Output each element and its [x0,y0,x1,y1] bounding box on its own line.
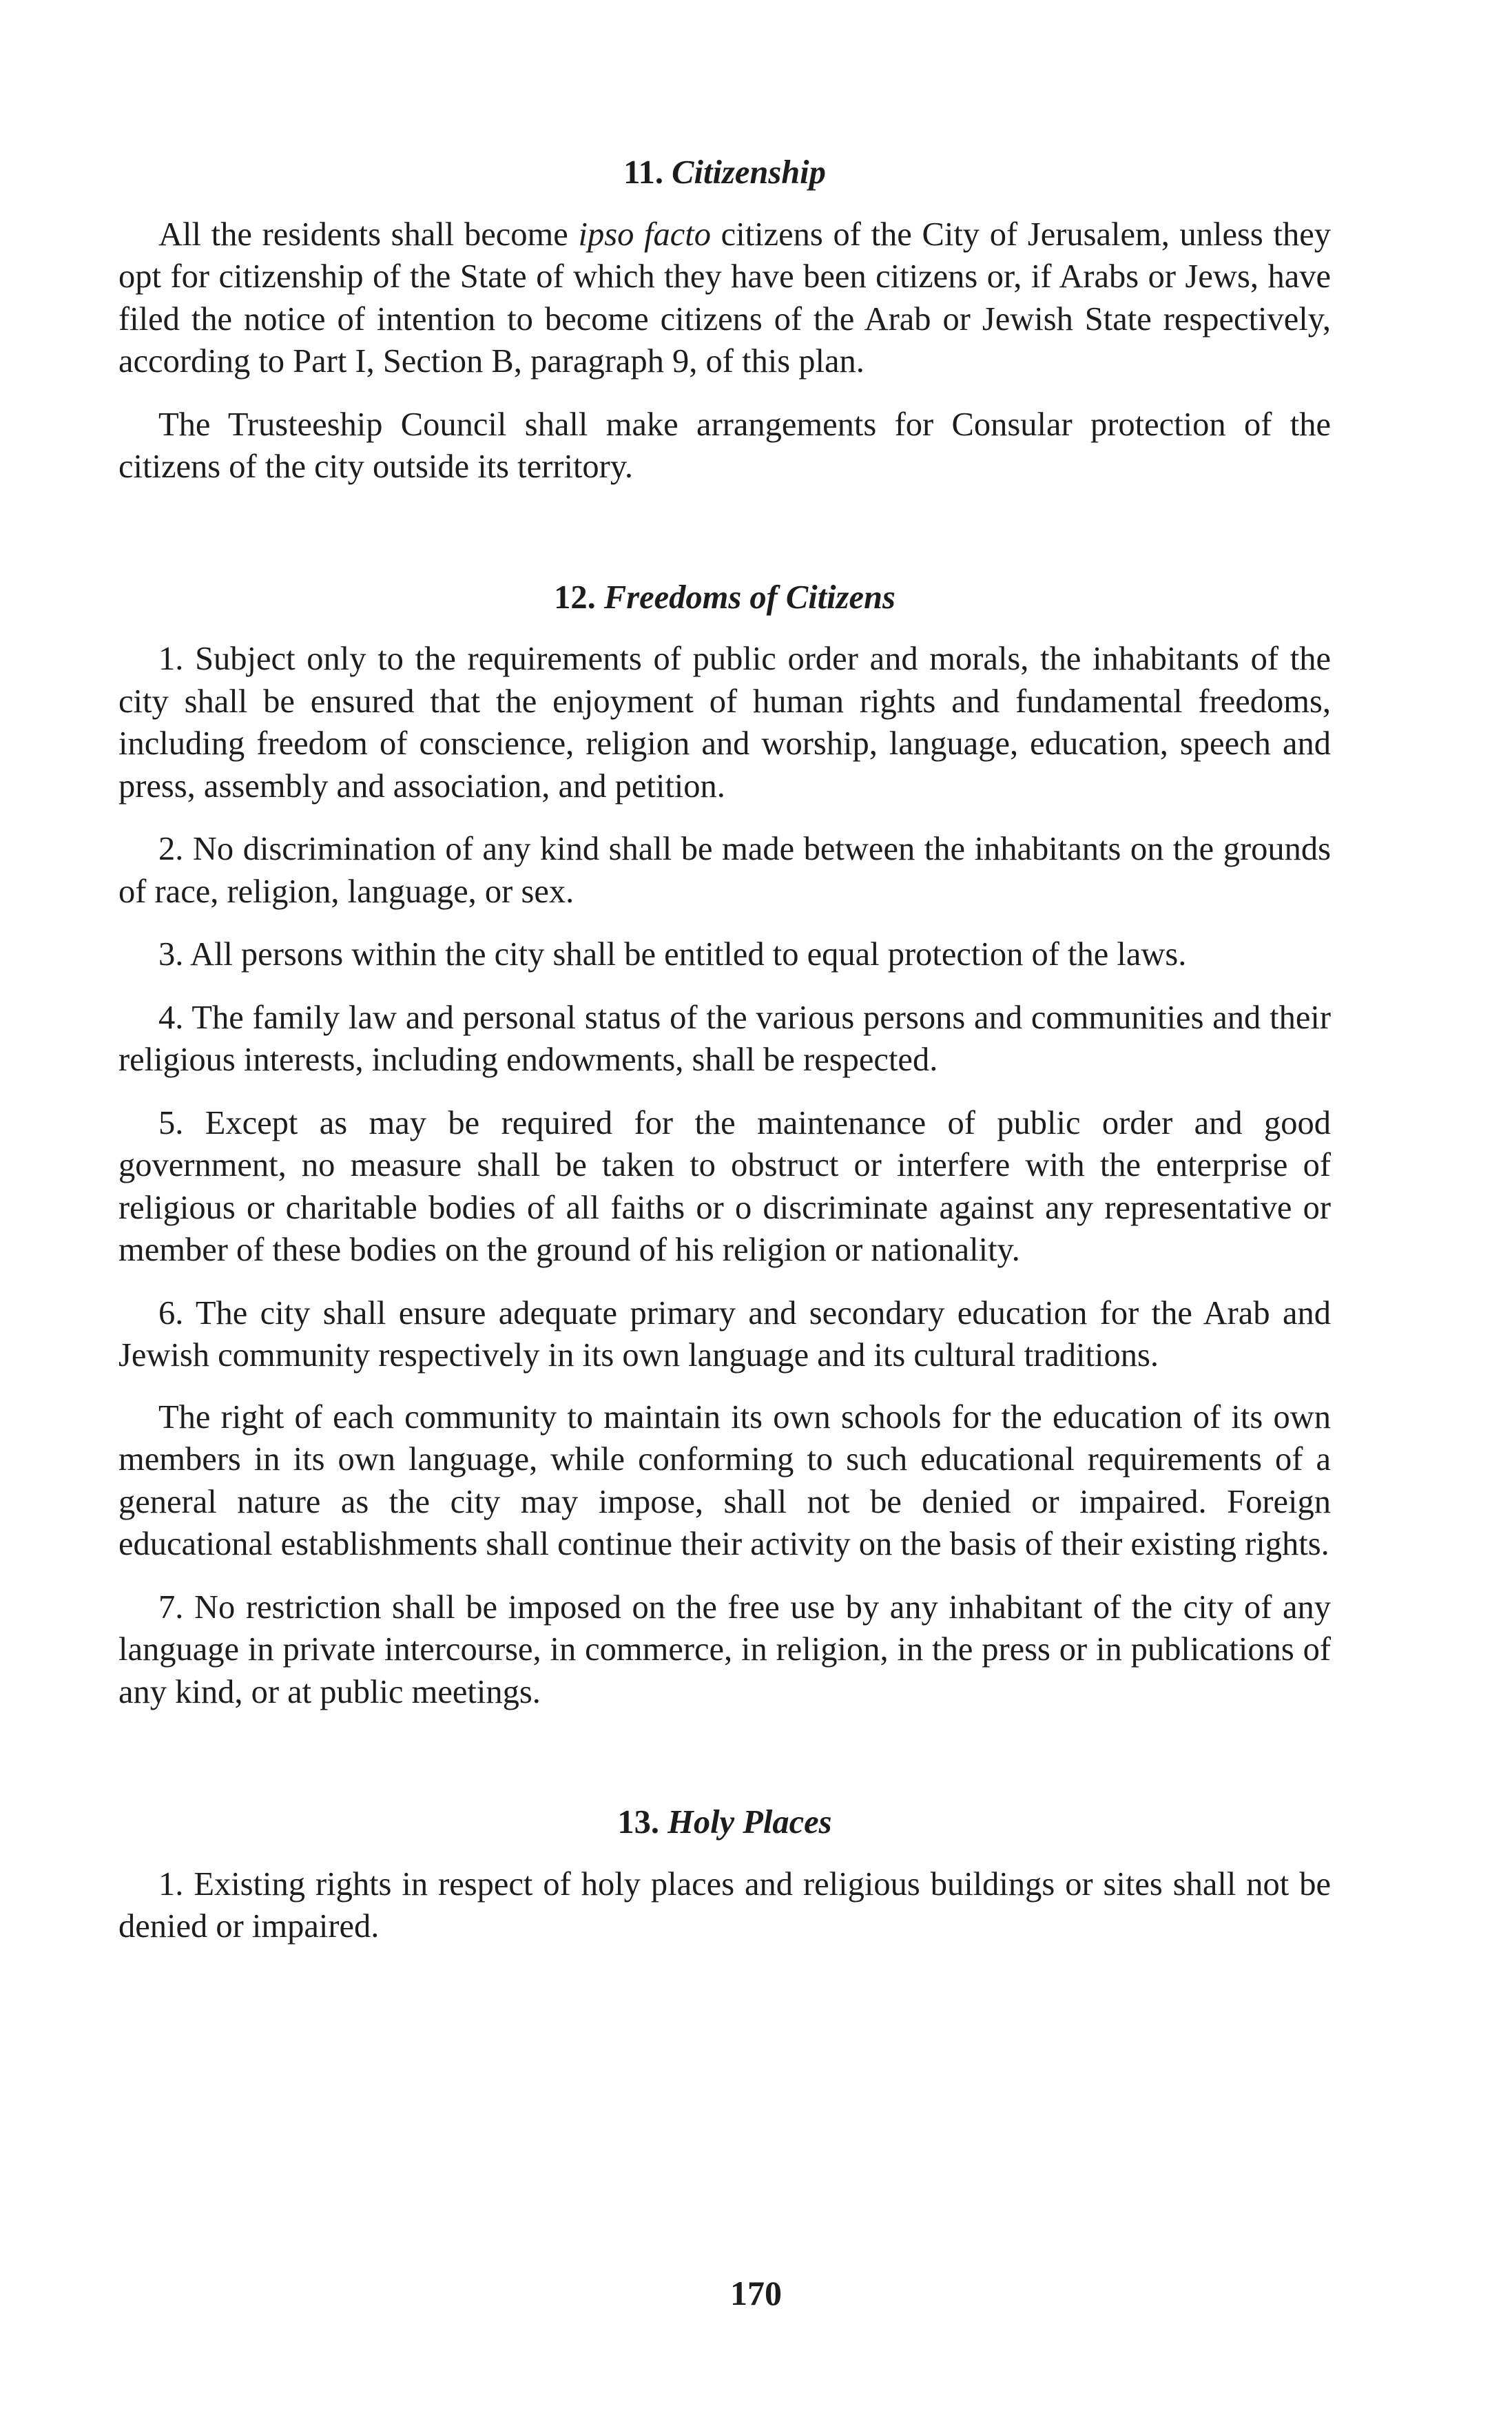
section-title: Freedoms of Citizens [603,579,895,616]
paragraph: The right of each community to maintain its own schools for the education of its own members in its own language, while conforming to such educational requirements of a general nature as the city may impose, shall not be denied or impaired. Foreign educational establishments shall continue their activity on the basis of their existing rights. [118,1398,1331,1562]
section-number: 13. [617,1804,660,1841]
section-title: Citizenship [672,154,826,191]
section-heading [118,1801,1331,1844]
section-number: 11. [623,154,664,191]
section-number: 12. [554,579,596,616]
section-citizenship [118,152,1331,488]
paragraph: The Trusteeship Council shall make arrangements for Consular protection of the citizens of the city outside its territory. [118,406,1331,485]
section-holy-places [118,1801,1331,1948]
section-freedoms-of-citizens [118,577,1331,1714]
paragraph: 2. No discrimination of any kind shall be made between the inhabitants on the grounds of race, religion, language, or sex. [118,831,1331,910]
page-number: 170 [730,2274,782,2312]
paragraph: 6. The city shall ensure adequate primary and secondary education for the Arab and Jewish community respectively in its own language and its cultural traditions. [118,1294,1331,1374]
paragraph: 1. Subject only to the requirements of public order and morals, the inhabitants of the city shall be ensured that the enjoyment of human rights and fundamental freedoms, including freedom of conscience, religion and worship, language, education, speech and press, assembly and association, and petition. [118,641,1331,805]
paragraph: 7. No restriction shall be imposed on the free use by any inhabitant of the city of any language in private intercourse, in commerce, in religion, in the press or in publications of any kind, or at public meetings. [118,1588,1331,1710]
paragraph: 5. Except as may be required for the maintenance of public order and good government, no measure shall be taken to obstruct or interfere with the enterprise of religious or charitable bodies of all faiths or o discriminate against any representative or member of these bodies on the ground of his religion or nationality. [118,1104,1331,1268]
section-title: Holy Places [667,1804,832,1841]
paragraph: All the residents shall become ipso facto citizens of the City of Jerusalem, unless they opt for citizenship of the State of which they have been citizens or, if Arabs or Jews, have filed the notice of intention to become citizens of the Arab or Jewish State respectively, according to Part I, Section B, paragraph 9, of this plan. [118,216,1331,380]
paragraph: 3. All persons within the city shall be entitled to equal protection of the laws. [158,936,1187,973]
paragraph: 1. Existing rights in respect of holy places and religious buildings or sites shall not be denied or impaired. [118,1865,1331,1945]
section-heading [118,152,1331,194]
section-heading [118,577,1331,619]
paragraph: 4. The family law and personal status of the various persons and communities and their religious interests, including endowments, shall be respected. [118,999,1331,1078]
document-page [118,152,1331,1948]
